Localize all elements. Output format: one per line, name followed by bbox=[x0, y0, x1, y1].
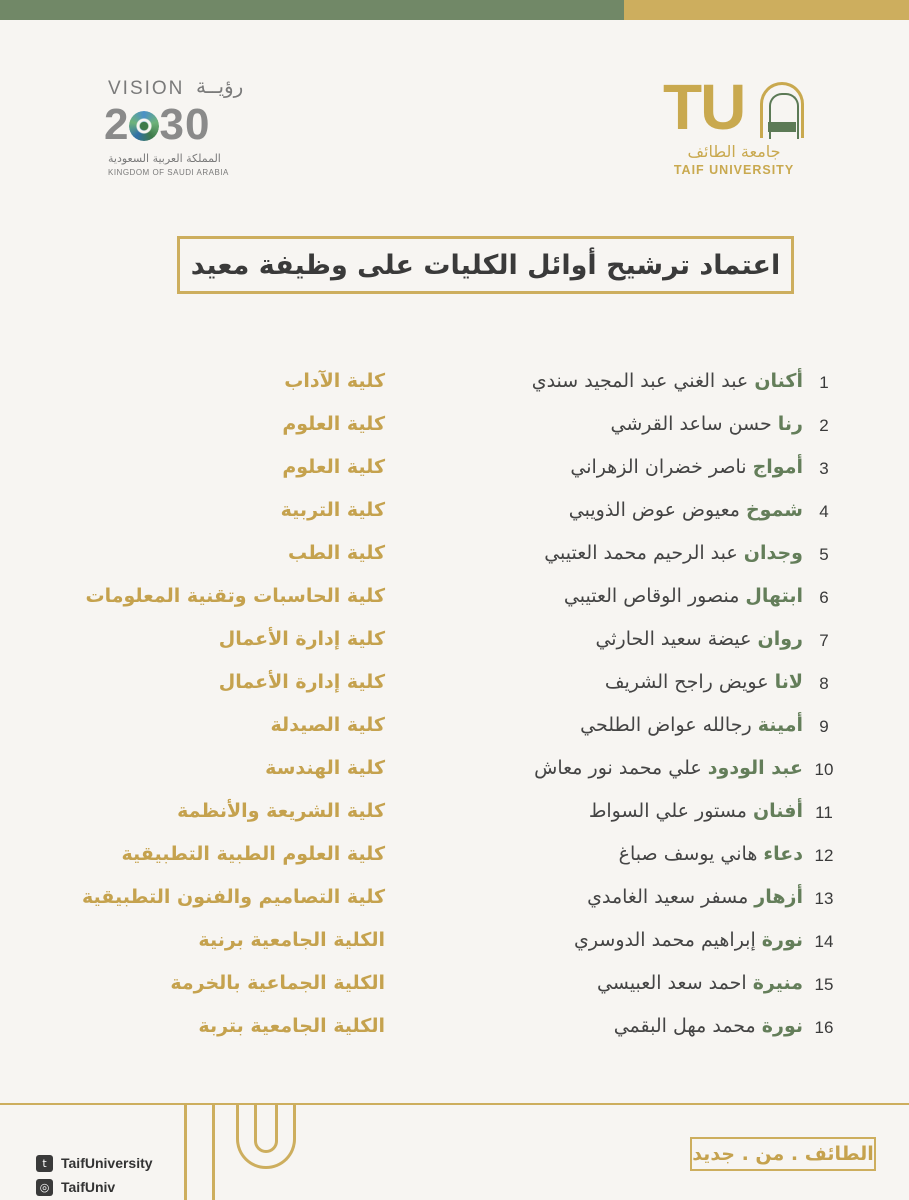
candidate-first-name: أفنان bbox=[752, 800, 803, 822]
college-name: كلية الآداب bbox=[284, 370, 385, 392]
candidate-first-name: منيرة bbox=[752, 972, 803, 994]
instagram-handle: TaifUniv bbox=[61, 1179, 116, 1195]
college-name: الكلية الجماعية بالخرمة bbox=[170, 972, 385, 994]
candidate-name bbox=[574, 929, 803, 951]
college-name: كلية الصيدلة bbox=[270, 714, 385, 736]
list-item bbox=[0, 794, 909, 837]
candidate-name bbox=[587, 886, 803, 908]
row-number: 9 bbox=[819, 717, 829, 736]
college-name: كلية الشريعة والأنظمة bbox=[177, 800, 385, 822]
row-number: 2 bbox=[819, 416, 829, 435]
candidate-first-name: روان bbox=[757, 628, 803, 650]
candidate-first-name: وجدان bbox=[743, 542, 803, 564]
candidate-first-name: أكنان bbox=[754, 370, 803, 392]
candidate-rest-name: مسفر سعيد الغامدي bbox=[587, 886, 749, 908]
candidate-rest-name: عويض راجح الشريف bbox=[604, 671, 769, 693]
candidate-rest-name: عيضة سعيد الحارثي bbox=[595, 628, 752, 650]
candidate-first-name: شموخ bbox=[745, 499, 803, 521]
list-item bbox=[0, 579, 909, 622]
list-item bbox=[0, 536, 909, 579]
top-bar-green bbox=[0, 0, 624, 20]
candidate-rest-name: ناصر خضران الزهراني bbox=[570, 456, 747, 478]
vision-en-text: VISION bbox=[108, 78, 185, 99]
candidate-name bbox=[564, 585, 803, 607]
row-number: 13 bbox=[814, 889, 834, 908]
row-number: 4 bbox=[819, 502, 829, 521]
candidate-name bbox=[614, 1015, 803, 1037]
twitter-handle: TaifUniversity bbox=[61, 1155, 153, 1171]
candidate-first-name: أمينة bbox=[757, 714, 803, 736]
candidate-rest-name: حسن ساعد القرشي bbox=[610, 413, 772, 435]
taif-university-logo bbox=[660, 71, 810, 186]
list-item bbox=[0, 665, 909, 708]
vision-emblem-icon bbox=[129, 111, 159, 141]
slogan-box bbox=[690, 1137, 876, 1171]
list-item bbox=[0, 751, 909, 794]
vision-num-right: 30 bbox=[159, 100, 211, 149]
candidate-name bbox=[532, 370, 803, 392]
candidate-first-name: لانا bbox=[774, 671, 803, 693]
college-name: كلية إدارة الأعمال bbox=[218, 671, 385, 693]
candidate-name bbox=[570, 456, 803, 478]
list-item bbox=[0, 622, 909, 665]
list-item bbox=[0, 450, 909, 493]
candidate-name bbox=[589, 800, 803, 822]
uni-name-ar: جامعة الطائف bbox=[687, 142, 781, 161]
list-item bbox=[0, 923, 909, 966]
candidate-rest-name: محمد مهل البقمي bbox=[613, 1015, 756, 1037]
candidate-name bbox=[534, 757, 803, 779]
slogan-text: الطائف . من . جديد bbox=[692, 1143, 874, 1165]
row-number: 14 bbox=[814, 932, 834, 951]
college-name: كلية العلوم الطبية التطبيقية bbox=[121, 843, 385, 865]
college-name: كلية العلوم bbox=[282, 413, 385, 435]
candidate-rest-name: عبد الغني عبد المجيد سندي bbox=[531, 370, 749, 392]
candidate-rest-name: عبد الرحيم محمد العتيبي bbox=[544, 542, 738, 564]
candidate-name bbox=[611, 413, 803, 435]
candidate-name bbox=[605, 671, 803, 693]
college-name: كلية الحاسبات وتقنية المعلومات bbox=[85, 585, 385, 607]
row-number: 12 bbox=[814, 846, 834, 865]
candidate-rest-name: هاني يوسف صباغ bbox=[618, 843, 758, 865]
ksa-ar-text: المملكة العربية السعودية bbox=[108, 152, 221, 165]
list-item bbox=[0, 364, 909, 407]
page-title-box bbox=[177, 236, 794, 294]
top-bar-gold bbox=[624, 0, 909, 20]
instagram-icon: ◎ bbox=[36, 1179, 53, 1196]
candidate-first-name: عبد الودود bbox=[707, 757, 803, 779]
college-name: كلية الهندسة bbox=[265, 757, 385, 779]
candidate-rest-name: إبراهيم محمد الدوسري bbox=[574, 929, 756, 951]
vision-num-left: 2 bbox=[104, 100, 130, 149]
list-item bbox=[0, 1009, 909, 1052]
uni-name-en: TAIF UNIVERSITY bbox=[673, 163, 795, 177]
social-links bbox=[36, 1152, 153, 1200]
college-name: كلية التربية bbox=[280, 499, 385, 521]
vision-2030-number bbox=[104, 100, 210, 150]
candidate-name bbox=[544, 542, 803, 564]
row-number: 15 bbox=[814, 975, 834, 994]
row-number: 5 bbox=[819, 545, 829, 564]
candidate-first-name: نورة bbox=[761, 1015, 803, 1037]
tu-mark: TU bbox=[663, 71, 745, 143]
instagram-link[interactable] bbox=[36, 1176, 153, 1198]
footer-tu-outline bbox=[176, 1103, 306, 1200]
vision-ar-text: رؤيــة bbox=[196, 74, 244, 98]
candidate-rest-name: علي محمد نور معاش bbox=[534, 757, 702, 779]
candidate-first-name: أزهار bbox=[754, 886, 803, 908]
row-number: 8 bbox=[819, 674, 829, 693]
college-name: كلية العلوم bbox=[282, 456, 385, 478]
list-item bbox=[0, 407, 909, 450]
candidate-rest-name: مستور علي السواط bbox=[588, 800, 747, 822]
college-name: كلية إدارة الأعمال bbox=[218, 628, 385, 650]
candidate-rest-name: رجالله عواض الطلحي bbox=[580, 714, 752, 736]
candidate-rest-name: احمد سعد العبيسي bbox=[597, 972, 747, 994]
candidate-name bbox=[569, 499, 803, 521]
candidate-first-name: رنا bbox=[777, 413, 803, 435]
vision-2030-logo bbox=[100, 76, 270, 186]
candidate-name bbox=[595, 628, 803, 650]
candidate-first-name: ابتهال bbox=[745, 585, 803, 607]
college-name: الكلية الجامعية بتربة bbox=[198, 1015, 385, 1037]
top-color-bar bbox=[0, 0, 909, 20]
footer-divider bbox=[0, 1103, 909, 1105]
row-number: 3 bbox=[819, 459, 829, 478]
twitter-icon: t bbox=[36, 1155, 53, 1172]
row-number: 6 bbox=[819, 588, 829, 607]
row-number: 11 bbox=[815, 803, 833, 822]
candidate-rest-name: منصور الوقاص العتيبي bbox=[563, 585, 740, 607]
candidate-first-name: أمواج bbox=[752, 456, 803, 478]
list-item bbox=[0, 837, 909, 880]
ksa-en-text: KINGDOM OF SAUDI ARABIA bbox=[108, 168, 229, 177]
candidate-first-name: نورة bbox=[761, 929, 803, 951]
candidate-rest-name: معيوض عوض الذويبي bbox=[568, 499, 740, 521]
candidate-name bbox=[619, 843, 803, 865]
row-number: 1 bbox=[819, 373, 829, 392]
college-name: الكلية الجامعية برنية bbox=[198, 929, 385, 951]
list-item bbox=[0, 966, 909, 1009]
list-item bbox=[0, 493, 909, 536]
candidate-name bbox=[597, 972, 803, 994]
twitter-link[interactable] bbox=[36, 1152, 153, 1174]
row-number: 7 bbox=[819, 631, 829, 650]
college-name: كلية التصاميم والفنون التطبيقية bbox=[82, 886, 385, 908]
row-number: 10 bbox=[814, 760, 834, 779]
page-title: اعتماد ترشيح أوائل الكليات على وظيفة معيد bbox=[190, 249, 781, 281]
list-item bbox=[0, 880, 909, 923]
candidate-name bbox=[580, 714, 803, 736]
college-name: كلية الطب bbox=[288, 542, 385, 564]
book-icon bbox=[768, 122, 796, 132]
candidate-first-name: دعاء bbox=[763, 843, 803, 865]
row-number: 16 bbox=[814, 1018, 834, 1037]
list-item bbox=[0, 708, 909, 751]
